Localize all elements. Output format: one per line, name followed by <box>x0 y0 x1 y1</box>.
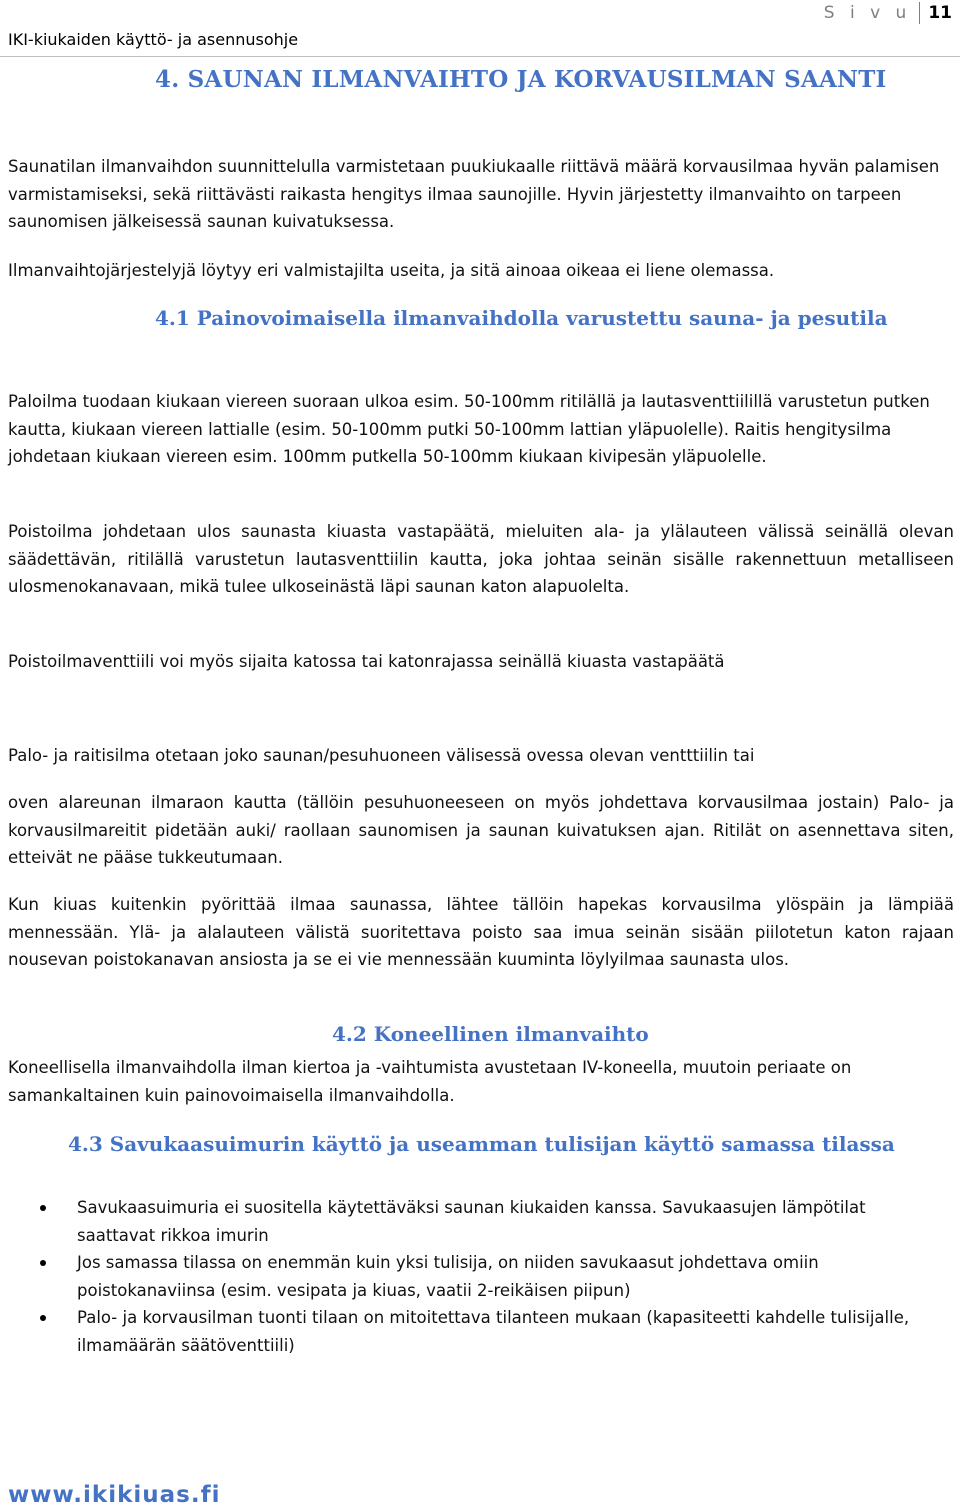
list-item <box>0 1194 960 1249</box>
section-4-paragraph-1: Saunatilan ilmanvaihdon suunnittelulla varmistetaan puukiukaalle riittävä määrä korvausilmaa hyvän palamisen varmistamiseksi, sekä riittävästi raikasta hengitys ilmaa saunojille. Hyvin järjestetty ilmanvaihto on tarpeen saunomisen jälkeisessä saunan kuivatuksessa. <box>8 157 940 231</box>
list-item-text: Savukaasuimuria ei suositella käytettäväksi saunan kiukaiden kanssa. Savukaasujen lämpötilat saattavat rikkoa imurin <box>77 1198 866 1245</box>
bullet-icon <box>40 1315 46 1321</box>
bullet-icon <box>40 1260 46 1266</box>
section-4-1-paragraph-3: Poistoilmaventtiili voi myös sijaita katossa tai katonrajassa seinällä kiuasta vastapäätä <box>8 652 725 671</box>
section-4-1-heading: 4.1 Painovoimaisella ilmanvaihdolla varustettu sauna- ja pesutila <box>155 306 888 330</box>
section-4-2-heading: 4.2 Koneellinen ilmanvaihto <box>332 1022 649 1046</box>
list-item <box>0 1249 960 1304</box>
list-item <box>0 1304 960 1359</box>
page-header <box>0 0 960 60</box>
section-4-1-paragraph-4: Palo- ja raitisilma otetaan joko saunan/pesuhuoneen välisessä ovessa olevan ventttiilin tai <box>8 746 755 765</box>
section-4-1-paragraph-2: Poistoilma johdetaan ulos saunasta kiuasta vastapäätä, mieluiten ala- ja ylälauteen välissä seinällä olevan säädettävän, ritilällä varustetun lautasventtiilin kautta, joka johtaa seinän sisälle rakennettuun metalliseen ulosmenokanavaan, mikä tulee ulkoseinästä läpi saunan katon alapuolelta. <box>8 522 954 596</box>
section-4-1-paragraph-6: Kun kiuas kuitenkin pyörittää ilmaa saunassa, lähtee tällöin hapekas korvausilma ylöspäin ja lämpiää mennessään. Ylä- ja alalauteen välistä suoritettava poisto saa imua seinän sisään piilotetun katon rajaan nousevan poistokanavan ansiosta ja se ei vie mennessään kuuminta löylyilmaa saunasta ulos. <box>8 895 954 969</box>
footer-url-link[interactable]: www.ikikiuas.fi <box>8 1482 221 1508</box>
section-4-3-heading: 4.3 Savukaasuimurin käyttö ja useamman tulisijan käyttö samassa tilassa <box>68 1132 895 1156</box>
document-title: IKI-kiukaiden käyttö- ja asennusohje <box>8 30 299 49</box>
section-4-heading: 4. SAUNAN ILMANVAIHTO JA KORVAUSILMAN SAANTI <box>155 66 887 93</box>
list-item-text: Jos samassa tilassa on enemmän kuin yksi tulisija, on niiden savukaasut johdettava omiin poistokanaviinsa (esim. vesipata ja kiuas, vaatii 2-reikäisen piipun) <box>77 1253 819 1300</box>
section-4-paragraph-2: Ilmanvaihtojärjestelyjä löytyy eri valmistajilta useita, ja sitä ainoaa oikeaa ei liene olemassa. <box>8 261 775 280</box>
page-number: 11 <box>928 3 952 23</box>
list-item-text: Palo- ja korvausilman tuonti tilaan on mitoitettava tilanteen mukaan (kapasiteetti kahdelle tulisijalle, ilmamäärän säätöventtiili) <box>77 1308 910 1355</box>
bullet-icon <box>40 1205 46 1211</box>
section-4-2-paragraph-1: Koneellisella ilmanvaihdolla ilman kiertoa ja -vaihtumista avustetaan IV-koneella, muutoin periaate on samankaltainen kuin painovoimaisella ilmanvaihdolla. <box>8 1058 852 1105</box>
page-number-block <box>824 2 952 24</box>
section-4-1-paragraph-5: oven alareunan ilmaraon kautta (tällöin pesuhuoneeseen on myös johdettava korvausilmaa jostain) Palo- ja korvausilmareitit pidetään auki/ raollaan saunomisen ja saunan kuivatuksen ajan. Ritilät on asennettava siten, etteivät ne pääse tukkeutumaan. <box>8 793 954 867</box>
header-rule <box>0 56 960 57</box>
page-number-divider <box>919 2 920 24</box>
section-4-1-paragraph-1: Paloilma tuodaan kiukaan viereen suoraan ulkoa esim. 50-100mm ritilällä ja lautasventtiilillä varustetun putken kautta, kiukaan viereen lattialle (esim. 50-100mm putki 50-100mm lattian yläpuolelle). Raitis hengitysilma johdetaan kiukaan viereen esim. 100mm putkella 50-100mm kiukaan kivipesän yläpuolelle. <box>8 392 930 466</box>
section-4-3-bullet-list <box>0 1194 960 1359</box>
page-label: S i v u <box>823 3 912 23</box>
